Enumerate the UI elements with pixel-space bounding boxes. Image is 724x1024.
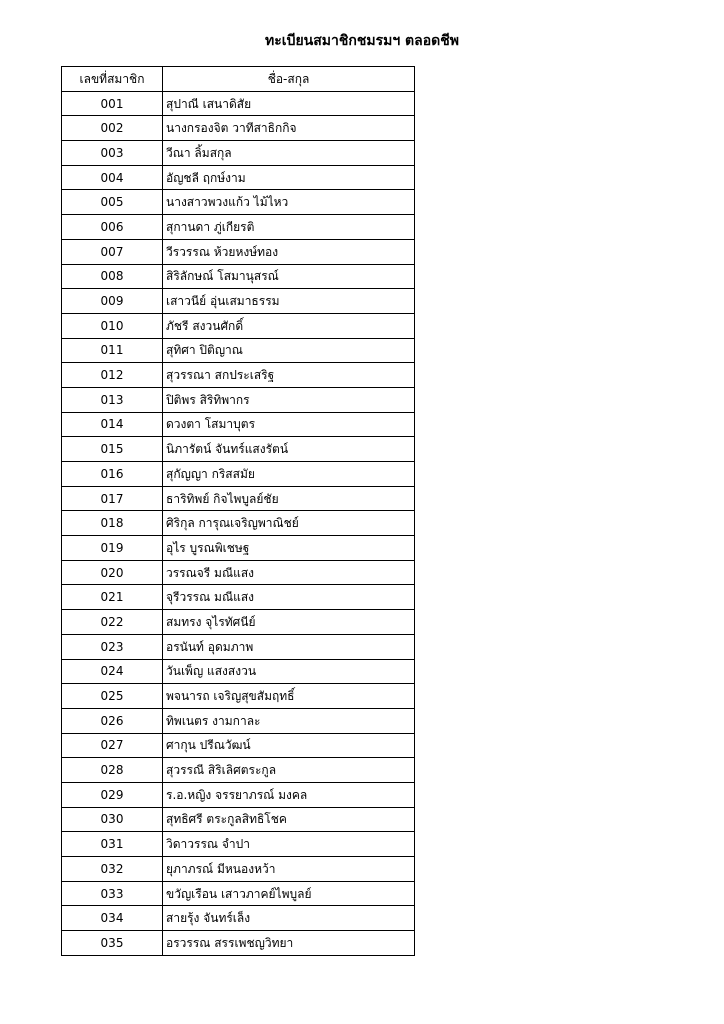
member-name-cell: สุกัญญา กริสสมัย — [163, 462, 415, 487]
member-number-cell: 003 — [62, 141, 163, 166]
table-row — [62, 610, 415, 635]
member-name-cell: ดวงตา โสมาบุตร — [163, 412, 415, 437]
member-name-cell: อุไร บูรณพิเชษฐ — [163, 536, 415, 561]
table-row — [62, 585, 415, 610]
member-number-cell: 021 — [62, 585, 163, 610]
member-number-cell: 024 — [62, 659, 163, 684]
member-number-cell: 020 — [62, 560, 163, 585]
member-number-cell: 031 — [62, 832, 163, 857]
member-name-cell: ปิติพร สิริทิพากร — [163, 387, 415, 412]
member-name-cell: สุวรรณี สิริเลิศตระกูล — [163, 758, 415, 783]
member-number-cell: 034 — [62, 906, 163, 931]
member-number-cell: 030 — [62, 807, 163, 832]
member-name-cell: อรวรรณ สรรเพชญวิทยา — [163, 931, 415, 956]
member-number-cell: 006 — [62, 215, 163, 240]
table-row — [62, 536, 415, 561]
table-row — [62, 289, 415, 314]
member-name-cell: วิดาวรรณ จำปา — [163, 832, 415, 857]
member-name-cell: สุทธิศรี ตระกูลสิทธิโชค — [163, 807, 415, 832]
member-name-cell: อัญชลี ฤกษ์งาม — [163, 165, 415, 190]
table-row — [62, 832, 415, 857]
table-row — [62, 387, 415, 412]
document-title: ทะเบียนสมาชิกชมรมฯ ตลอดชีพ — [265, 33, 459, 49]
member-name-cell: สิริลักษณ์ โสมานุสรณ์ — [163, 264, 415, 289]
member-number-cell: 017 — [62, 486, 163, 511]
member-number-cell: 018 — [62, 511, 163, 536]
table-row — [62, 684, 415, 709]
roster-body — [62, 91, 415, 955]
member-number-cell: 010 — [62, 313, 163, 338]
table-row — [62, 264, 415, 289]
member-number-cell: 007 — [62, 239, 163, 264]
member-number-cell: 023 — [62, 634, 163, 659]
table-row — [62, 239, 415, 264]
member-number-cell: 004 — [62, 165, 163, 190]
table-row — [62, 116, 415, 141]
member-name-cell: สุวรรณา สกประเสริฐ — [163, 363, 415, 388]
table-row — [62, 782, 415, 807]
member-name-cell: จุรีวรรณ มณีแสง — [163, 585, 415, 610]
member-name-cell: ยุภาภรณ์ มีหนองหว้า — [163, 857, 415, 882]
table-row — [62, 931, 415, 956]
table-row — [62, 91, 415, 116]
member-name-cell: ขวัญเรือน เสาวภาคย์ไพบูลย์ — [163, 881, 415, 906]
member-name-cell: สุทิศา ปิติญาณ — [163, 338, 415, 363]
member-number-header: เลขที่สมาชิก — [62, 67, 163, 92]
member-name-cell: นางสาวพวงแก้ว ไม้ไหว — [163, 190, 415, 215]
table-row — [62, 215, 415, 240]
member-number-cell: 008 — [62, 264, 163, 289]
table-row — [62, 511, 415, 536]
table-row — [62, 412, 415, 437]
member-number-cell: 013 — [62, 387, 163, 412]
member-number-cell: 016 — [62, 462, 163, 487]
member-name-cell: วรรณจรี มณีแสง — [163, 560, 415, 585]
table-row — [62, 165, 415, 190]
table-row — [62, 437, 415, 462]
member-number-cell: 014 — [62, 412, 163, 437]
member-name-cell: วีรวรรณ ห้วยหงษ์ทอง — [163, 239, 415, 264]
member-name-cell: ภัชรี สงวนศักดิ์ — [163, 313, 415, 338]
member-name-cell: ร.อ.หญิง จรรยาภรณ์ มงคล — [163, 782, 415, 807]
table-row — [62, 807, 415, 832]
table-row — [62, 881, 415, 906]
table-row — [62, 338, 415, 363]
member-number-cell: 029 — [62, 782, 163, 807]
table-row — [62, 659, 415, 684]
member-name-cell: สายรุ้ง จันทร์เล็ง — [163, 906, 415, 931]
member-number-cell: 012 — [62, 363, 163, 388]
member-name-cell: สมทรง จุไรทัศนีย์ — [163, 610, 415, 635]
member-number-cell: 019 — [62, 536, 163, 561]
member-name-cell: นิภารัตน์ จันทร์แสงรัตน์ — [163, 437, 415, 462]
member-number-cell: 035 — [62, 931, 163, 956]
member-number-cell: 001 — [62, 91, 163, 116]
member-number-cell: 032 — [62, 857, 163, 882]
member-name-cell: นางกรองจิต วาทีสาธิกกิจ — [163, 116, 415, 141]
table-row — [62, 486, 415, 511]
member-name-cell: สุปาณี เสนาดิสัย — [163, 91, 415, 116]
member-number-cell: 005 — [62, 190, 163, 215]
table-header-row — [62, 67, 415, 92]
table-row — [62, 560, 415, 585]
table-row — [62, 733, 415, 758]
member-number-cell: 028 — [62, 758, 163, 783]
table-row — [62, 190, 415, 215]
member-number-cell: 015 — [62, 437, 163, 462]
member-number-cell: 025 — [62, 684, 163, 709]
member-number-cell: 011 — [62, 338, 163, 363]
member-name-cell: ธาริทิพย์ กิจไพบูลย์ชัย — [163, 486, 415, 511]
member-name-header: ชื่อ-สกุล — [163, 67, 415, 92]
member-roster-table — [61, 66, 415, 956]
table-row — [62, 141, 415, 166]
table-row — [62, 313, 415, 338]
member-number-cell: 009 — [62, 289, 163, 314]
member-number-cell: 002 — [62, 116, 163, 141]
member-name-cell: วีณา ลิ้มสกุล — [163, 141, 415, 166]
member-name-cell: ศิริกุล การุณเจริญพาณิชย์ — [163, 511, 415, 536]
member-number-cell: 026 — [62, 708, 163, 733]
table-row — [62, 462, 415, 487]
member-name-cell: วันเพ็ญ แสงสงวน — [163, 659, 415, 684]
member-name-cell: ศากุน ปรีณวัฒน์ — [163, 733, 415, 758]
member-number-cell: 027 — [62, 733, 163, 758]
member-name-cell: พจนารถ เจริญสุขสัมฤทธิ์ — [163, 684, 415, 709]
table-row — [62, 906, 415, 931]
table-row — [62, 708, 415, 733]
table-row — [62, 363, 415, 388]
member-number-cell: 033 — [62, 881, 163, 906]
member-name-cell: ทิพเนตร งามกาละ — [163, 708, 415, 733]
member-name-cell: อรนันท์ อุดมภาพ — [163, 634, 415, 659]
member-name-cell: เสาวนีย์ อุ่นเสมาธรรม — [163, 289, 415, 314]
table-row — [62, 857, 415, 882]
member-number-cell: 022 — [62, 610, 163, 635]
member-name-cell: สุกานดา ภู่เกียรติ — [163, 215, 415, 240]
table-row — [62, 634, 415, 659]
table-row — [62, 758, 415, 783]
